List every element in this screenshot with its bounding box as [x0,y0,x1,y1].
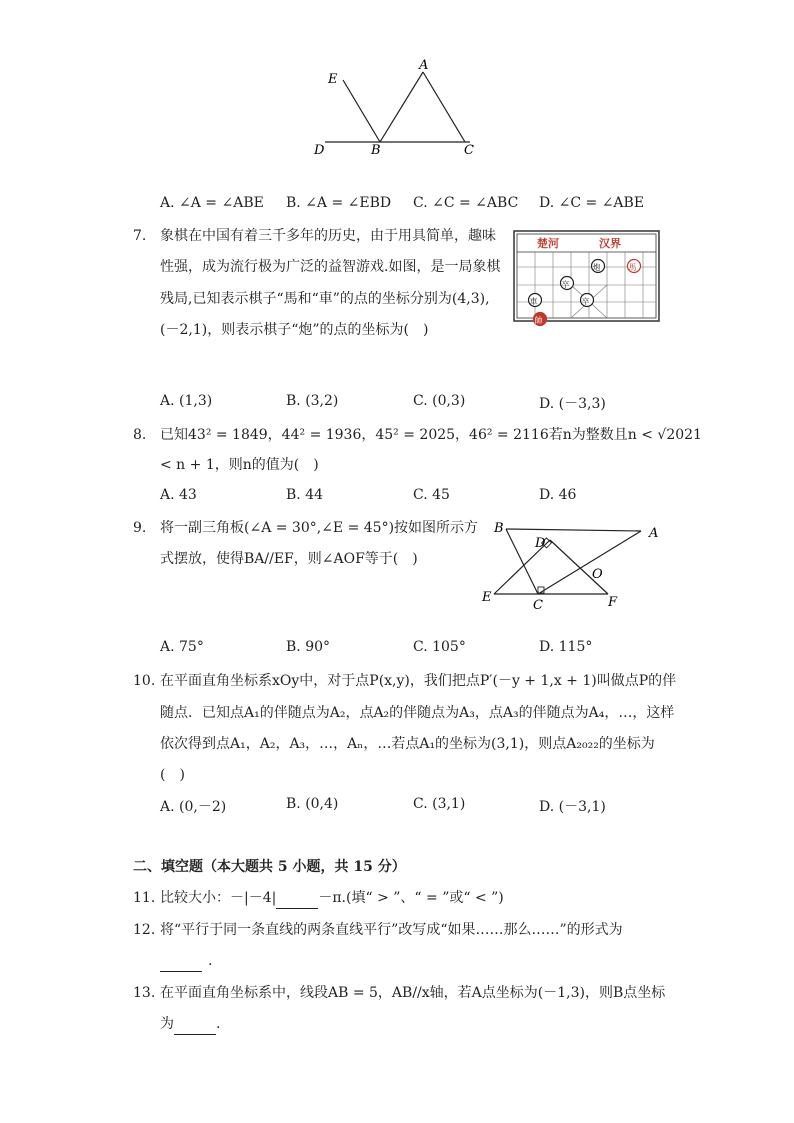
q7-option-b: B. (3,2) [286,393,339,409]
label-A: A [419,58,429,73]
river-text-left: 楚河 [537,237,559,250]
q7-option-c: C. (0,3) [413,393,466,409]
q8-option-a: A. 43 [160,487,197,503]
label-A: A [649,526,659,541]
q7-line-2: 性强，成为流行极为广泛的益智游戏.如图，是一局象棋 [160,259,501,275]
q7-line-1: 象棋在中国有着三千多年的历史，由于用具简单，趣味 [160,228,496,244]
q9-option-b: B. 90° [286,639,331,655]
piece-soldier-2 [581,294,594,307]
label-C: C [533,598,543,613]
label-B: B [371,143,381,158]
q13-number: 13. [133,985,156,1001]
q8-option-b: B. 44 [286,487,324,503]
q9-option-d: D. 115° [539,639,593,655]
label-E: E [482,590,492,605]
q13-answer [160,1014,220,1035]
svg-text:卒: 卒 [561,280,570,289]
q12-number: 12. [133,922,156,938]
q10-option-c: C. (3,1) [413,796,466,812]
q9-number: 9. [133,520,147,536]
section-title: 二、填空题（本大题共 5 小题，共 15 分） [133,859,406,875]
q7-line-3: 残局,已知表示棋子“馬和“車”的点的坐标分别为(4,3), [160,291,490,307]
q8-option-d: D. 46 [539,487,577,503]
q11-blank[interactable] [276,888,318,909]
q9-line-1: 将一副三角板(∠A = 30°,∠E = 45°)按如图所示方 [160,520,479,536]
q8-number: 8. [133,427,147,443]
svg-text:炮: 炮 [592,263,601,272]
piece-general [534,313,547,326]
q8-line-1: 已知43² = 1849，44² = 1936，45² = 2025，46² = 2116若n为整数且n < √2021 [160,427,702,443]
q6-option-d: D. ∠C = ∠ABE [539,195,645,211]
q11-post: －π.(填“ > ”、“ = ”或“ < ”) [318,890,504,906]
q7-number: 7. [133,228,147,244]
label-F: F [608,595,618,610]
q10-option-d: D. (－3,1) [539,799,606,815]
figure-q6 [305,55,490,165]
piece-soldier-1 [561,277,574,290]
label-D: D [314,143,325,158]
svg-text:帥: 帥 [534,316,543,325]
label-D: D [535,536,546,551]
svg-text:卒: 卒 [581,297,590,306]
piece-cannon [592,260,605,273]
q8-line-2: < n + 1，则n的值为( ) [160,457,319,473]
q11-text [160,888,504,909]
q13-line-1: 在平面直角坐标系中，线段AB = 5，AB//x轴，若A点坐标为(－1,3)，则B点坐标 [160,985,666,1001]
q10-line-3: 依次得到点A₁，A₂，A₃，…，Aₙ，…若点A₁的坐标为(3,1)，则点A₂₀₂₂的坐标为 [160,736,655,752]
river-text-right: 汉界 [599,237,621,250]
q11-number: 11. [133,890,156,906]
label-O: O [592,567,603,582]
label-C: C [464,143,474,158]
q10-option-b: B. (0,4) [286,796,339,812]
q13-tail: . [216,1016,221,1032]
q10-line-4: ( ) [160,767,185,783]
q10-number: 10. [133,673,156,689]
q10-line-2: 随点．已知点A₁的伴随点为A₂，点A₂的伴随点为A₃，点A₃的伴随点为A₄，…，这样 [160,705,675,721]
piece-chariot [529,294,542,307]
q11-pre: 比较大小：－|－4| [160,890,277,906]
svg-text:車: 車 [529,297,538,306]
q10-option-a: A. (0,－2) [160,799,227,815]
svg-text:馬: 馬 [628,263,637,272]
label-E: E [328,72,338,87]
q6-option-b: B. ∠A = ∠EBD [286,195,392,211]
q7-option-a: A. (1,3) [160,393,213,409]
q12-tail: . [208,953,213,969]
label-B: B [494,521,504,536]
q13-pre: 为 [160,1016,174,1032]
q7-option-d: D. (－3,3) [539,396,606,412]
piece-horse [628,260,641,273]
q12-blank[interactable] [160,951,202,972]
q12-answer [160,951,212,972]
q10-line-1: 在平面直角坐标系xOy中，对于点P(x,y)，我们把点P′(－y + 1,x + 1)叫做点P的伴 [160,673,677,689]
q9-line-2: 式摆放，使得BA//EF，则∠AOF等于( ) [160,551,418,567]
q12-line-1: 将“平行于同一条直线的两条直线平行”改写成“如果……那么……”的形式为 [160,922,623,938]
chess-board-figure [513,230,661,328]
figure-q9 [478,516,664,616]
q13-blank[interactable] [174,1014,216,1035]
q6-option-c: C. ∠C = ∠ABC [413,195,519,211]
q6-option-a: A. ∠A = ∠ABE [160,195,264,211]
q8-option-c: C. 45 [413,487,450,503]
q9-option-c: C. 105° [413,639,466,655]
q9-option-a: A. 75° [160,639,204,655]
q7-line-4: (－2,1)，则表示棋子“炮”的点的坐标为( ) [160,322,429,338]
